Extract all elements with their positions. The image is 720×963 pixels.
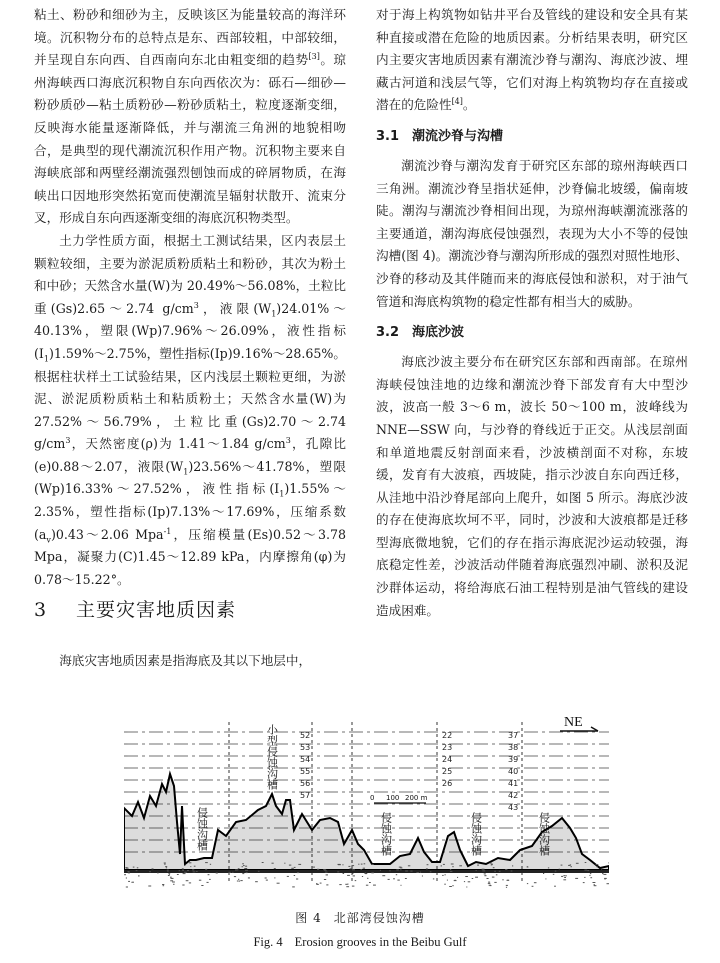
caption-text: 北部湾侵蚀沟槽 [333, 911, 425, 925]
fix-number: 40 [508, 767, 519, 776]
section-title: 海底沙波 [412, 325, 465, 341]
paragraph-tidal-ridges: 潮流沙脊与潮沟发育于研究区东部的琼州海峡西口三角洲。潮流沙脊呈指状延伸，沙脊偏北坡缓，偏南坡陡。潮沟与潮流沙脊相间出现，为琼州海峡潮流涨落的主要通道，潮沟海底侵蚀强烈，表现为大小不等的侵蚀沟槽(图 4)。潮流沙脊与潮沟所形成的强烈对照性地形、沙脊的移动及其伴随而来的海底侵蚀和淤积，对于油气管道和海底构筑物的稳定性都有相当大的威胁。 [376, 157, 688, 309]
small-groove-label: 小型侵蚀沟槽 [265, 724, 279, 790]
seismic-profile-figure [124, 712, 609, 894]
text: )23.56%～41.78%，塑限(Wp)16.33%～27.52%，液性指标(I [34, 458, 347, 497]
fix-number: 26 [442, 779, 453, 788]
scale-label-100: 100 [386, 794, 400, 802]
section-title: 主要灾害地质因素 [76, 599, 237, 621]
subscript: 1 [279, 489, 285, 499]
paragraph-hazards [376, 4, 688, 117]
text: ，孔隙比(e)0.88～2.07，液限(W [34, 436, 347, 474]
text: )1.59%～2.75%，塑性指标(Ip)9.16%～28.65%。根据柱状样土工试验结果，区内浅层土颗粒更细，为淤泥、淤泥质粉质粘土和粘质粉土；天然含水量(W)为 27.52%～56.79%，土粒比重(Gs)2.70～2.74 g/cm [34, 345, 346, 452]
fix-number: 54 [300, 755, 311, 764]
groove-label-3: 侵蚀沟槽 [469, 812, 483, 856]
fix-number: 23 [442, 743, 453, 752]
subscript: 1 [183, 467, 189, 477]
groove-label-1: 侵蚀沟槽 [195, 807, 209, 851]
fix-number: 41 [508, 779, 519, 788]
text: )0.43～2.06 Mpa [50, 526, 164, 542]
citation-3[interactable]: [3] [308, 52, 320, 61]
superscript: 3 [193, 300, 199, 310]
ne-label: NE [564, 715, 583, 730]
caption-text: Erosion grooves in the Beibu Gulf [294, 935, 467, 949]
fix-number: 37 [508, 731, 519, 740]
groove-label-4: 侵蚀沟槽 [537, 812, 551, 856]
groove-label-2: 侵蚀沟槽 [379, 812, 393, 856]
section-title: 潮流沙脊与沟槽 [412, 128, 504, 144]
left-column [34, 4, 346, 591]
text: ，天然密度(ρ)为 1.41～1.84 g/cm [70, 436, 286, 452]
figure-caption-en [0, 934, 720, 950]
fix-number: 39 [508, 755, 519, 764]
citation-4[interactable]: [4] [451, 97, 463, 107]
paragraph-sediment [34, 4, 346, 230]
superscript: 3 [285, 436, 291, 446]
text: 土力学性质方面，根据土工测试结果，区内表层土颗粒较细，主要为淤泥质粉质粘土和粉砂，其次为粉土和中砂；天然含水量(W)为 20.49%～56.08%，土粒比重(Gs)2.65～2.74 g/cm [34, 232, 346, 316]
fix-number: 22 [442, 731, 453, 740]
fix-number: 25 [442, 767, 453, 776]
subscript: v [46, 535, 51, 545]
fix-number: 42 [508, 791, 519, 800]
figure-number: 图 4 [295, 911, 322, 925]
scale-label-200: 200 m [405, 794, 428, 802]
subscript: 1 [43, 354, 49, 364]
section-3-1-heading [376, 127, 688, 147]
paragraph-soil-mechanics [34, 230, 346, 592]
fix-number: 52 [300, 731, 311, 740]
superscript: -1 [163, 526, 172, 536]
section-3-heading [34, 598, 236, 622]
ne-arrow [560, 715, 598, 731]
fix-number: 38 [508, 743, 519, 752]
section-number: 3.2 [376, 325, 400, 341]
fix-number: 57 [300, 791, 311, 800]
text: 对于海上构筑物如钻井平台及管线的建设和安全具有某种直接或潜在危险的地质因素。分析结果表明，研究区内主要灾害地质因素有潮流沙脊与潮沟、海底沙波、埋藏古河道和浅层气等，它们对海上构筑物均存在直接或潜在的危险性 [376, 7, 688, 113]
superscript: 3 [65, 436, 71, 446]
figure-caption-cn [0, 910, 720, 926]
section-3-2-heading [376, 323, 688, 343]
right-column [376, 4, 688, 622]
text: )24.01%～40.13%，塑限(Wp)7.96%～26.09%，液性指标(I [34, 300, 346, 361]
section-number: 3.1 [376, 128, 400, 144]
text: 粘土、粉砂和细砂为主，反映该区为能量较高的海洋环境。沉积物分布的总特点是东、西部较粗，中部较细，并呈现自东向西、自西南向东北由粗变细的趋势 [34, 7, 346, 68]
figure-number: Fig. 4 [253, 935, 283, 949]
fix-number: 56 [300, 779, 311, 788]
text: 。琼州海峡西口海底沉积物自东向西依次为：砾石—细砂—粉砂质砂—粘土质粉砂—粉砂质粘土，粒度逐渐变细，反映海水能量逐渐降低，并与潮流三角洲的地貌相吻合，是典型的现代潮流沉积作用产物。沉积物主要来自海峡底部和两壁经潮流强烈刨蚀而成的碎屑物质，在海峡出口因地形突然拓宽而使潮流呈辐射状散开、流束分叉，形成自东向西逐渐变细的海底沉积物类型。 [34, 52, 347, 226]
scale-bar [370, 794, 428, 803]
text: ，液限(W [198, 300, 272, 316]
fix-number: 24 [442, 755, 453, 764]
section-3-intro: 海底灾害地质因素是指海底及其以下地层中， [59, 653, 312, 668]
text: 。 [462, 97, 476, 113]
fix-number: 55 [300, 767, 311, 776]
subscript: 1 [271, 309, 277, 319]
scale-label-0: 0 [370, 794, 375, 802]
fix-number: 43 [508, 803, 519, 812]
paragraph-sand-waves: 海底沙波主要分布在研究区东部和西南部。在琼州海峡侵蚀洼地的边缘和潮流沙脊下部发育有大中型沙波，波高一般 3～6 m，波长 50～100 m，波峰线为 NNE—SSW 向，与沙脊的脊线近于正交。从浅层剖面和单道地震反射剖面来看，沙波横剖面不对称，东坡缓，发育有大波痕，西坡陡，指示沙波自东向西迁移，从洼地中沿沙脊尾部向上爬升，如图 5 所示。海底沙波的存在使海底坎坷不平，同时，沙波和大波痕都是迁移型海底微地貌，它们的存在指示海底泥沙运动较强，海底稳定性差，沙波活动伴随着海底强烈冲刷、淤积及泥沙群体运动，将给海底石油工程特别是油气管线的建设造成困难。 [376, 354, 688, 618]
fix-number: 53 [300, 743, 311, 752]
section-number: 3 [34, 599, 48, 621]
text: )1.55%～2.35%，塑性指标(Ip)7.13%～17.69%，压缩系数(a [34, 481, 347, 542]
text: ，压缩模量(Es)0.52～3.78 Mpa，凝聚力(C)1.45～12.89 kPa，内摩擦角(φ)为 0.78～15.22°。 [34, 526, 346, 587]
